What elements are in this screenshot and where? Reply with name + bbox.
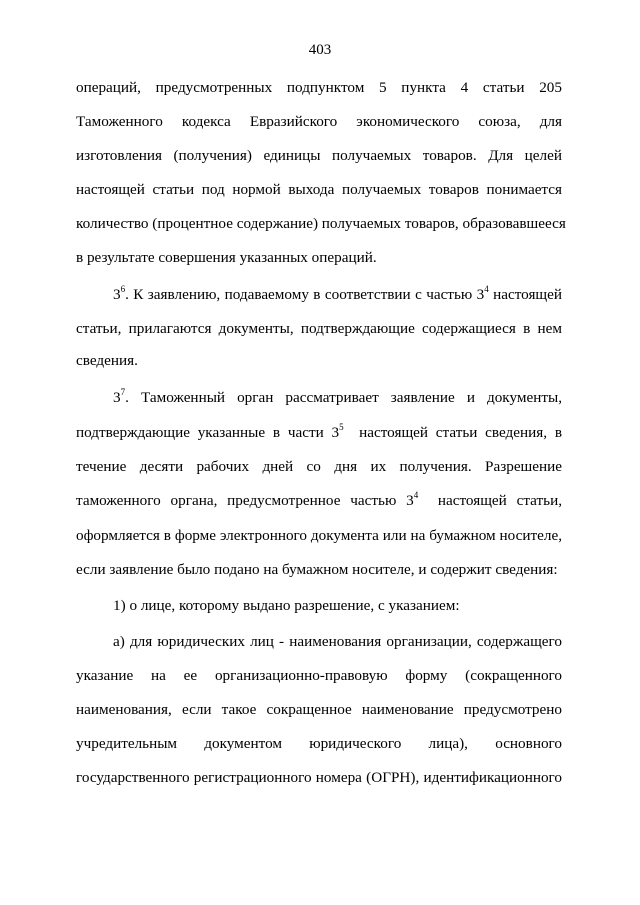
text-line: настоящей статьи под нормой выхода получаемых товаров понимается — [76, 181, 562, 198]
paragraph-number: 3 — [113, 389, 121, 406]
list-item-line: 1) о лице, которому выдано разрешение, с указанием: — [113, 597, 460, 614]
text-fragment: К заявлению, подаваемому в соответствии с частью 3 — [133, 286, 485, 303]
text-line: Таможенного кодекса Евразийского экономического союза, для — [76, 113, 562, 130]
text-line: сведения. — [76, 352, 138, 369]
page-number: 403 — [308, 42, 332, 58]
reference-superscript: 5 — [339, 421, 344, 432]
text-line: количество (процентное содержание) получаемых товаров, образовавшееся — [76, 215, 566, 232]
paragraph-3-6-line: $3^6$. К заявлению, подаваемому в соответствии с частью $3^4$ настоящей — [113, 283, 562, 303]
text-line: течение десяти рабочих дней со дня их получения. Разрешение — [76, 458, 562, 475]
text-line: если заявление было подано на бумажном носителе, и содержит сведения: — [76, 561, 558, 578]
text-line: в результате совершения указанных операций. — [76, 249, 377, 266]
list-item-line: а) для юридических лиц - наименования организации, содержащего — [113, 633, 562, 650]
paragraph-number: 3 — [113, 286, 121, 303]
text-fragment: подтверждающие указанные в части 3 — [76, 424, 340, 441]
text-fragment: настоящей статьи сведения, в — [359, 424, 562, 441]
text-line: государственного регистрационного номера (ОГРН), идентификационного — [76, 769, 562, 786]
text-line: указание на ее организационно-правовую форму (сокращенного — [76, 667, 562, 684]
text-fragment: таможенного органа, предусмотренное частью 3 — [76, 492, 414, 509]
text-fragment: Таможенный орган рассматривает заявление и документы, — [140, 389, 562, 406]
text-line: операций, предусмотренных подпунктом 5 пункта 4 статьи 205 — [76, 79, 562, 96]
text-line: учредительным документом юридического лица), основного — [76, 735, 562, 752]
reference-superscript: 4 — [484, 283, 489, 294]
text-fragment: настоящей — [493, 286, 562, 303]
text-line: наименования, если такое сокращенное наименование предусмотрено — [76, 701, 562, 718]
text-line: изготовления (получения) единицы получаемых товаров. Для целей — [76, 147, 562, 164]
text-fragment: настоящей статьи, — [437, 492, 562, 509]
text-line: оформляется в форме электронного документа или на бумажном носителе, — [76, 527, 562, 544]
paragraph-superscript: 6 — [120, 283, 126, 294]
text-line — [76, 421, 562, 442]
text-line: статьи, прилагаются документы, подтверждающие содержащиеся в нем — [76, 320, 562, 337]
text-line — [76, 489, 562, 510]
reference-superscript: 4 — [413, 489, 419, 500]
paragraph-superscript: 7 — [120, 386, 126, 397]
paragraph-3-7-line: $3^7$. Таможенный орган рассматривает заявление и документы, — [113, 386, 562, 406]
